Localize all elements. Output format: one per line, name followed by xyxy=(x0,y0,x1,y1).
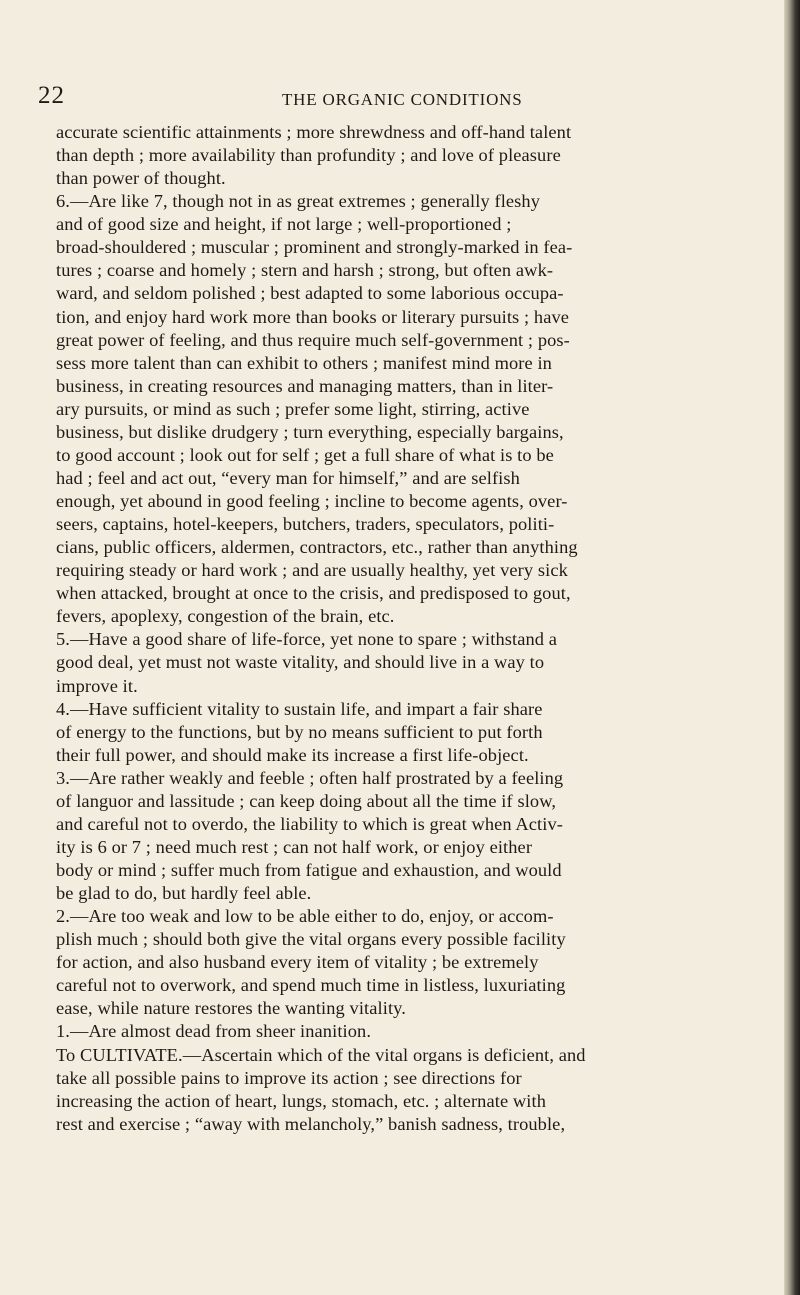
text-line: fevers, apoplexy, congestion of the brain, etc. xyxy=(56,606,395,627)
text-line: than depth ; more availability than profundity ; and love of pleasure xyxy=(56,145,561,166)
text-line: 1.—Are almost dead from sheer inanition. xyxy=(56,1021,372,1042)
text-line: 2.—Are too weak and low to be able either to do, enjoy, or accom- xyxy=(56,906,554,927)
text-line: broad-shouldered ; muscular ; prominent and strongly-marked in fea- xyxy=(56,237,573,258)
text-line: than power of thought. xyxy=(56,168,226,189)
text-line: take all possible pains to improve its action ; see directions for xyxy=(56,1067,522,1088)
text-line: business, in creating resources and managing matters, than in liter- xyxy=(56,375,554,396)
text-line: 5.—Have a good share of life-force, yet none to spare ; withstand a xyxy=(56,629,558,650)
text-line: tures ; coarse and homely ; stern and harsh ; strong, but often awk- xyxy=(56,260,554,281)
text-line: to good account ; look out for self ; get a full share of what is to be xyxy=(56,444,554,465)
text-line: tion, and enjoy hard work more than books or literary pursuits ; have xyxy=(56,306,570,327)
text-line: increasing the action of heart, lungs, stomach, etc. ; alternate with xyxy=(56,1090,546,1111)
text-line: accurate scientific attainments ; more shrewdness and off-hand talent xyxy=(56,122,572,142)
text-line: of languor and lassitude ; can keep doing about all the time if slow, xyxy=(56,790,557,811)
text-line: seers, captains, hotel-keepers, butchers, traders, speculators, politi- xyxy=(56,514,555,535)
text-line: rest and exercise ; “away with melancholy,” banish sadness, trouble, xyxy=(56,1113,566,1134)
text-line: improve it. xyxy=(56,675,138,696)
running-head: THE ORGANIC CONDITIONS xyxy=(282,90,523,109)
text-line: their full power, and should make its increase a first life-object. xyxy=(56,744,529,765)
text-line: business, but dislike drudgery ; turn everything, especially bargains, xyxy=(56,421,564,442)
text-line: sess more talent than can exhibit to others ; manifest mind more in xyxy=(56,352,552,373)
text-line: 3.—Are rather weakly and feeble ; often half prostrated by a feeling xyxy=(56,767,564,788)
text-line: good deal, yet must not waste vitality, and should live in a way to xyxy=(56,652,545,673)
text-line: ity is 6 or 7 ; need much rest ; can not half work, or enjoy either xyxy=(56,836,533,857)
text-line: 6.—Are like 7, though not in as great extremes ; generally fleshy xyxy=(56,191,541,212)
text-line: To CULTIVATE.—Ascertain which of the vital organs is deficient, and xyxy=(56,1044,586,1065)
text-line: and careful not to overdo, the liability to which is great when Activ- xyxy=(56,813,563,834)
text-line: enough, yet abound in good feeling ; incline to become agents, over- xyxy=(56,491,568,511)
text-line: requiring steady or hard work ; and are usually healthy, yet very sick xyxy=(56,560,568,581)
text-line: great power of feeling, and thus require much self-government ; pos- xyxy=(56,329,570,350)
text-line: plish much ; should both give the vital organs every possible facility xyxy=(56,929,566,950)
text-line: when attacked, brought at once to the crisis, and predisposed to gout, xyxy=(56,583,571,604)
text-line: and of good size and height, if not large ; well-proportioned ; xyxy=(56,214,512,235)
text-line: body or mind ; suffer much from fatigue and exhaustion, and would xyxy=(56,860,562,880)
text-line: for action, and also husband every item of vitality ; be extremely xyxy=(56,952,539,973)
page-number: 22 xyxy=(38,82,65,109)
page-edge-shadow xyxy=(784,0,800,1295)
text-line: 4.—Have sufficient vitality to sustain life, and impart a fair share xyxy=(56,698,543,719)
text-line: careful not to overwork, and spend much time in listless, luxuriating xyxy=(56,975,566,996)
text-line: ary pursuits, or mind as such ; prefer some light, stirring, active xyxy=(56,398,530,419)
text-line: cians, public officers, aldermen, contractors, etc., rather than anything xyxy=(56,537,578,558)
text-line: of energy to the functions, but by no means sufficient to put forth xyxy=(56,721,543,742)
text-line: be glad to do, but hardly feel able. xyxy=(56,883,312,904)
text-line: ward, and seldom polished ; best adapted to some laborious occupa- xyxy=(56,283,564,304)
body-text xyxy=(56,121,768,1136)
text-line: ease, while nature restores the wanting vitality. xyxy=(56,998,406,1019)
text-line: had ; feel and act out, “every man for himself,” and are selfish xyxy=(56,467,520,488)
